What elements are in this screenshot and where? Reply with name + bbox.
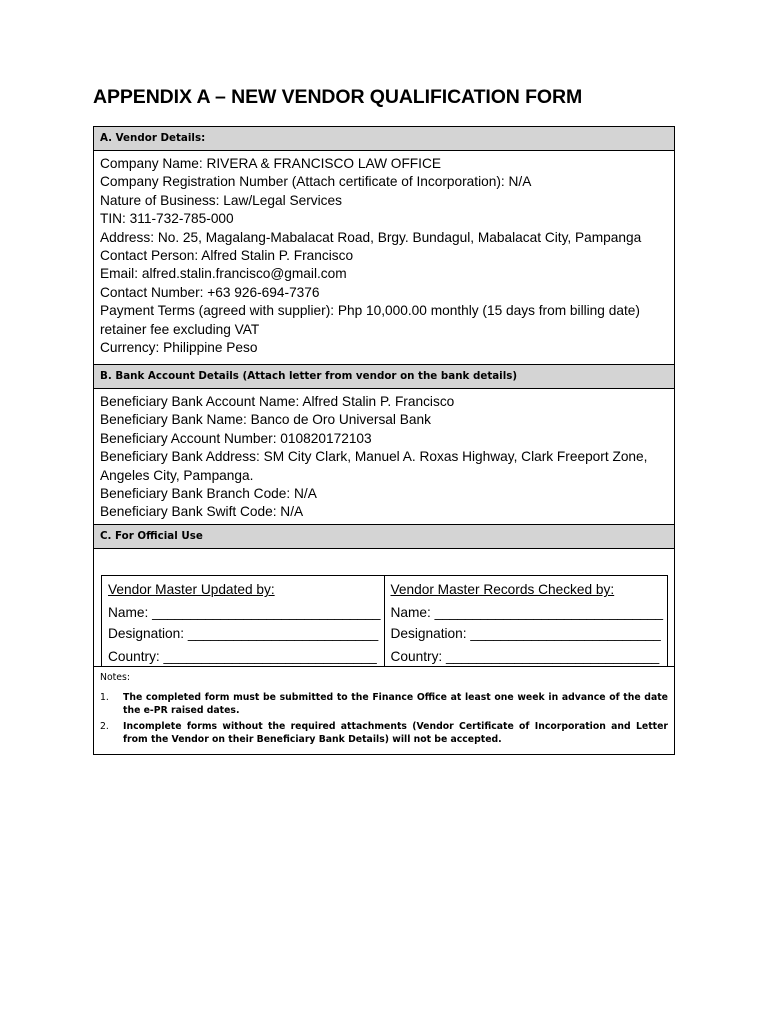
checked-by-heading: Vendor Master Records Checked by: xyxy=(390,582,615,597)
nature-of-business-line: Nature of Business: Law/Legal Services xyxy=(100,192,342,208)
company-name-line: Company Name: RIVERA & FRANCISCO LAW OFFICE xyxy=(100,156,441,171)
updated-by-heading: Vendor Master Updated by: xyxy=(108,582,275,597)
contact-person-line: Contact Person: Alfred Stalin P. Francisco xyxy=(100,248,354,264)
checked-by-column xyxy=(385,576,668,667)
note-number: 2. xyxy=(100,720,109,732)
contact-number-line: Contact Number: +63 926-694-7376 xyxy=(100,284,320,300)
checked-by-designation-field[interactable] xyxy=(391,624,662,645)
note-item xyxy=(100,720,668,746)
country-label: Country: xyxy=(108,649,160,664)
official-use-header: C. For Official Use xyxy=(94,525,674,549)
note-text: Incomplete forms without the required attachments (Vendor Certificate of Incorporation and Letter from the Vendor on their Beneficiary Bank Details) will not be accepted. xyxy=(123,720,668,745)
bank-account-details-section xyxy=(94,389,674,525)
form-title: APPENDIX A – NEW VENDOR QUALIFICATION FORM xyxy=(93,86,583,108)
bank-account-name-line: Beneficiary Bank Account Name: Alfred Stalin P. Francisco xyxy=(100,394,455,409)
updated-by-country-field[interactable] xyxy=(108,647,378,668)
name-blank: ______________________________ xyxy=(152,605,381,620)
checked-by-name-field[interactable] xyxy=(391,603,662,624)
payment-terms-line: Payment Terms (agreed with supplier): Php 10,000.00 monthly (15 days from billing date) retainer fee excluding VAT xyxy=(100,303,644,337)
vendor-details-header: A. Vendor Details: xyxy=(94,127,674,151)
designation-blank: _________________________ xyxy=(470,626,661,641)
name-blank: ______________________________ xyxy=(434,605,664,620)
official-use-section xyxy=(94,549,674,667)
notes-header: Notes: xyxy=(100,672,130,683)
tin-line: TIN: 311-732-785-000 xyxy=(100,211,234,227)
note-item xyxy=(100,691,668,717)
swift-code-line: Beneficiary Bank Swift Code: N/A xyxy=(100,504,304,520)
notes-section xyxy=(94,667,674,754)
note-text: The completed form must be submitted to the Finance Office at least one week in advance of the date the e-PR raised dates. xyxy=(123,692,668,717)
checked-by-country-field[interactable] xyxy=(391,647,662,668)
country-blank: ____________________________ xyxy=(163,649,377,664)
account-number-line: Beneficiary Account Number: 010820172103 xyxy=(100,430,372,446)
designation-label: Designation: xyxy=(108,626,185,641)
designation-label: Designation: xyxy=(390,626,467,641)
vendor-qualification-form xyxy=(93,126,675,755)
branch-code-line: Beneficiary Bank Branch Code: N/A xyxy=(100,486,317,502)
bank-address-line: Beneficiary Bank Address: SM City Clark, Manuel A. Roxas Highway, Clark Freeport Zone, Angeles City, Pampanga. xyxy=(100,449,651,483)
address-line: Address: No. 25, Magalang-Mabalacat Road, Brgy. Bundagul, Mabalacat City, Pampanga xyxy=(100,229,642,245)
vendor-details-section xyxy=(94,151,674,365)
note-number: 1. xyxy=(100,692,109,704)
bank-name-line: Beneficiary Bank Name: Banco de Oro Universal Bank xyxy=(100,412,431,428)
currency-line: Currency: Philippine Peso xyxy=(100,340,258,356)
country-label: Country: xyxy=(390,649,443,664)
bank-account-details-header: B. Bank Account Details (Attach letter from vendor on the bank details) xyxy=(94,365,674,389)
company-registration-line: Company Registration Number (Attach certificate of Incorporation): N/A xyxy=(100,174,532,190)
updated-by-name-field[interactable] xyxy=(108,603,381,624)
updated-by-designation-field[interactable] xyxy=(108,624,378,645)
updated-by-column xyxy=(102,576,385,667)
name-label: Name: xyxy=(108,605,149,620)
name-label: Name: xyxy=(390,605,431,620)
email-line: Email: alfred.stalin.francisco@gmail.com xyxy=(100,266,347,282)
designation-blank: _________________________ xyxy=(187,626,379,641)
country-blank: ____________________________ xyxy=(446,649,660,664)
official-use-table xyxy=(101,575,668,667)
